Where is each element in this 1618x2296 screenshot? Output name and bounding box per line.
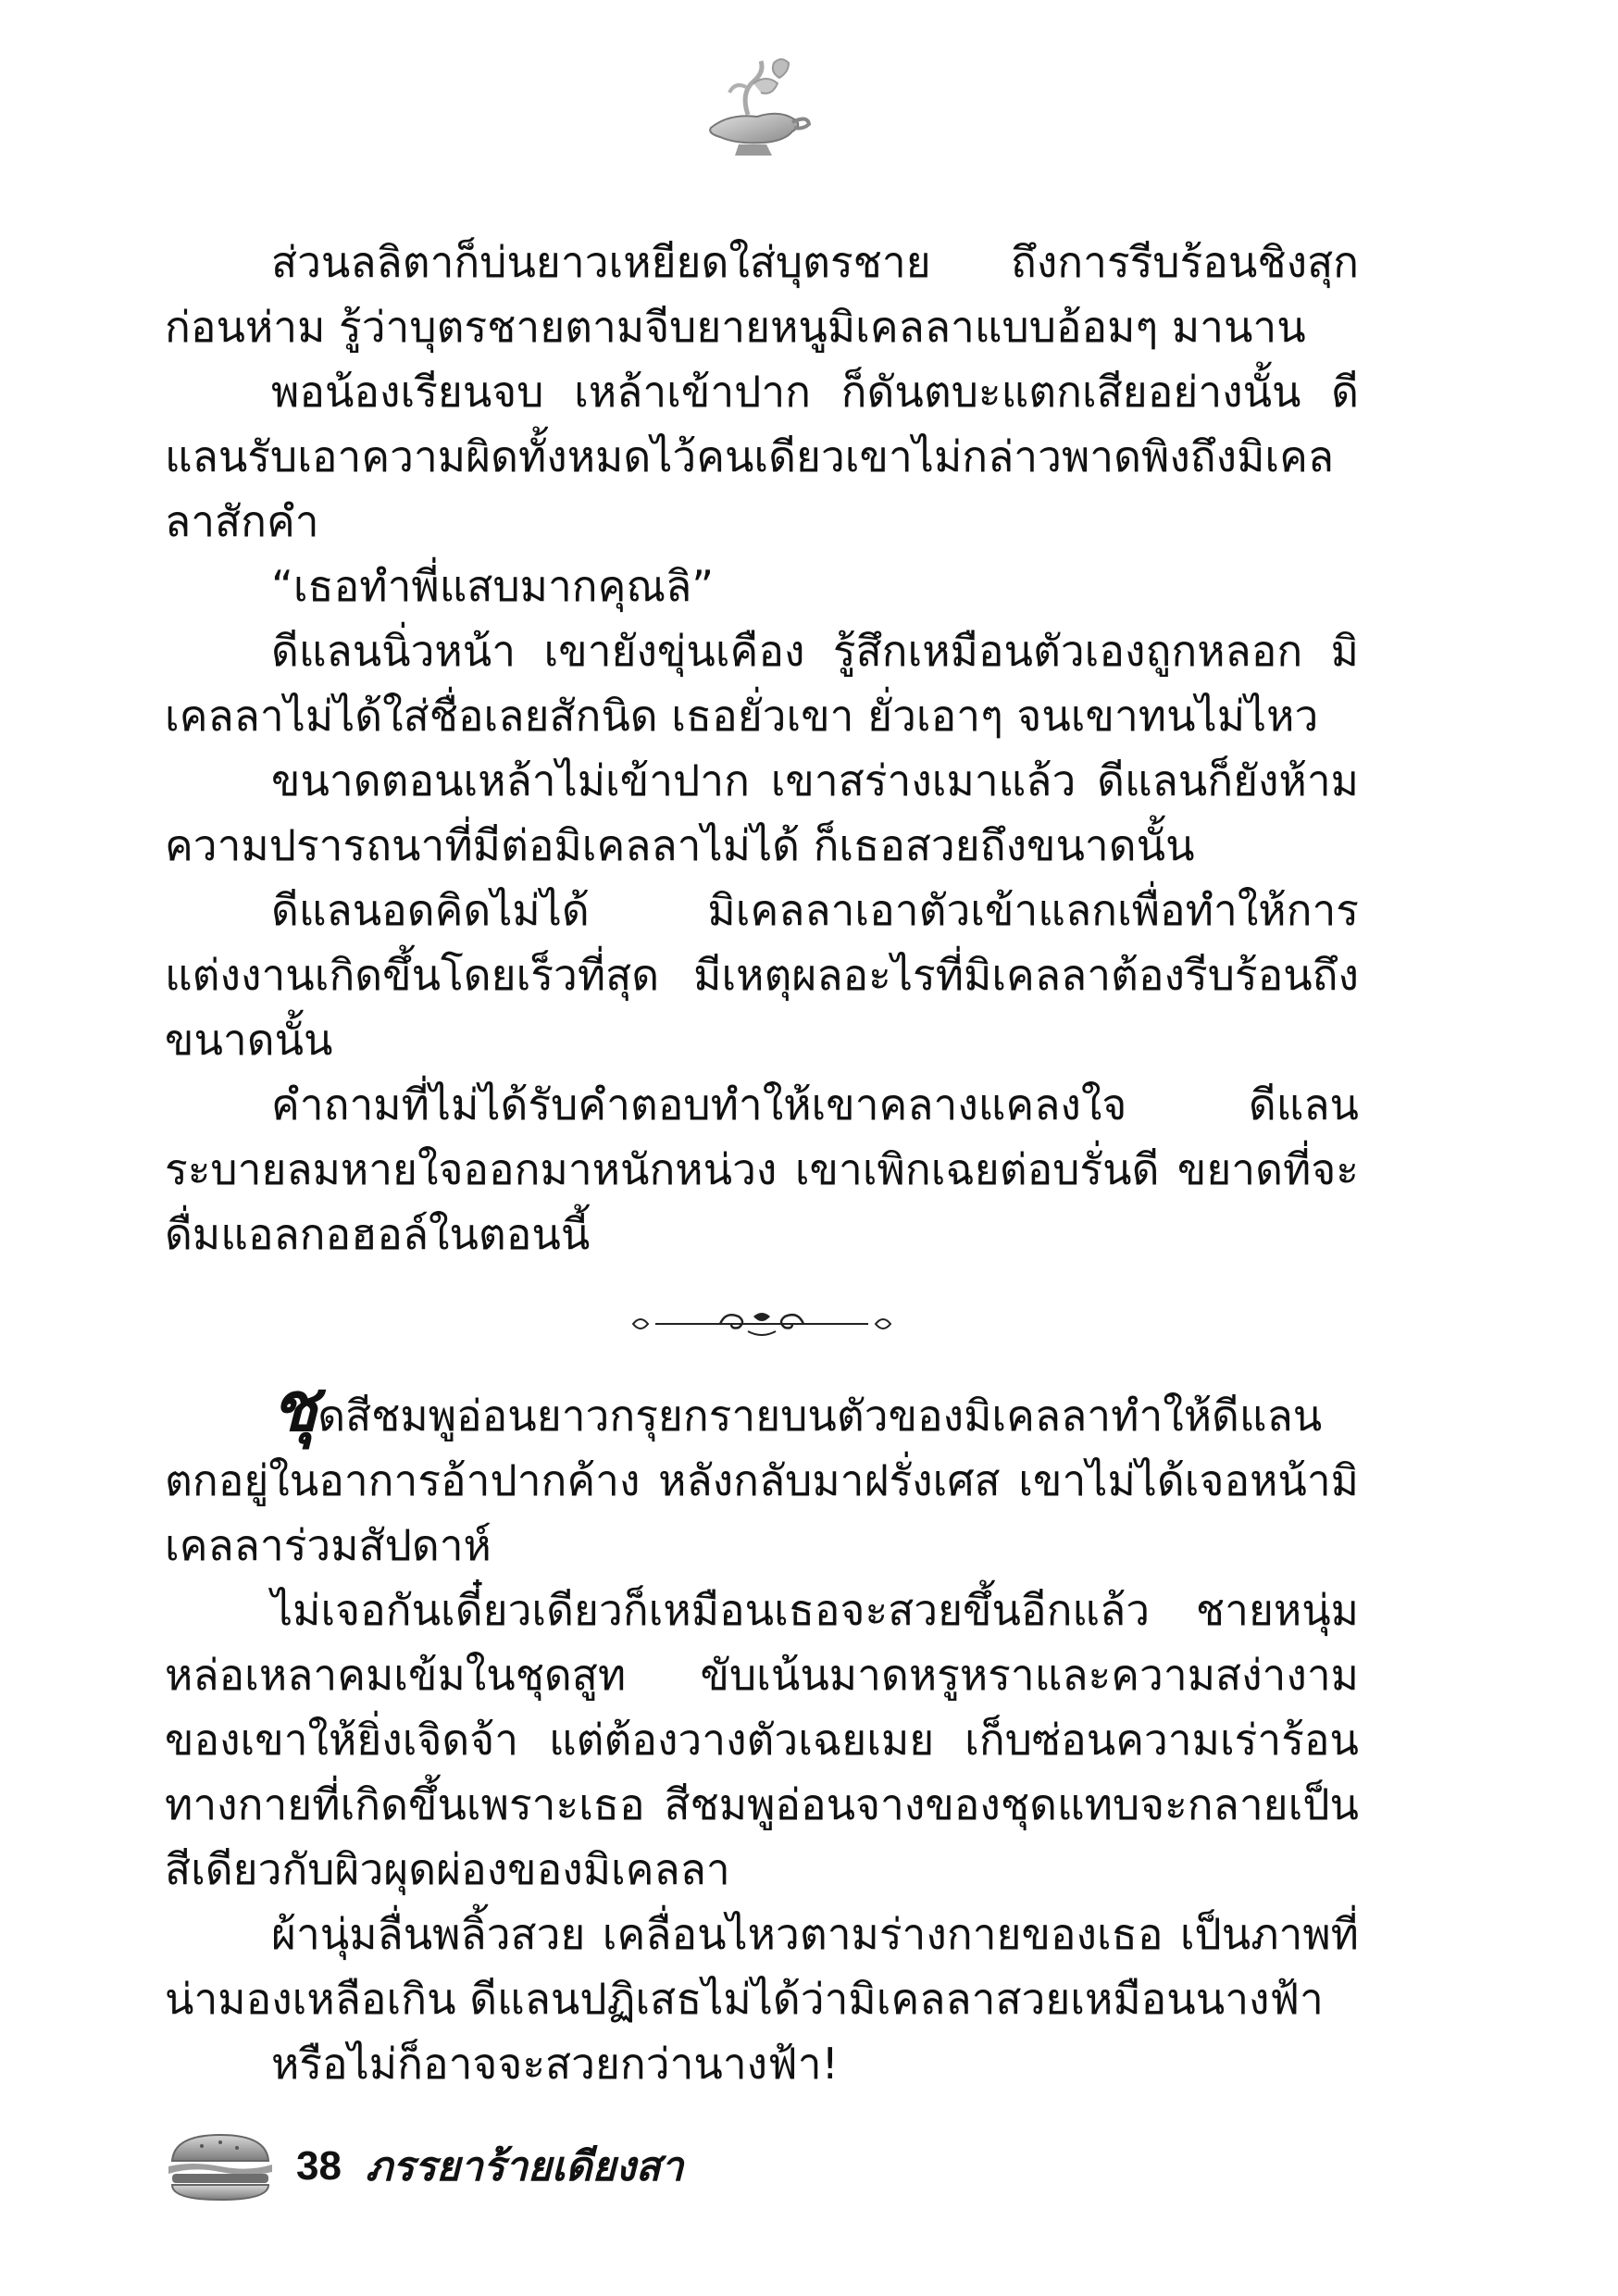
- paragraph: หรือไม่ก็อาจจะสวยกว่านางฟ้า!: [271, 2039, 839, 2089]
- dropcap-paragraph: [165, 1367, 1359, 1578]
- paragraph: ไม่เจอกันเดี๋ยวเดียวก็เหมือนเธอจะสวยขึ้นอีกแล้ว ชายหนุ่มหล่อเหลาคมเข้มในชุดสูท ขับเน้นมาดหรูหราและความสง่างามของเขาให้ยิ่งเจิดจ้า แต่ต้องวางตัวเฉยเมย เก็บซ่อนความเร่าร้อนทางกายที่เกิดขึ้นเพราะเธอ สีชมพูอ่อนจางของชุดแทบจะกลายเป็นสีเดียวกับผิวผุดผ่องของมิเคลลา: [165, 1585, 1359, 1894]
- page-footer: [165, 2129, 683, 2203]
- dropcap-letter: ชุ: [271, 1367, 318, 1447]
- paragraph: ขนาดตอนเหล้าไม่เข้าปาก เขาสร่างเมาแล้ว ดีแลนก็ยังห้ามความปรารถนาที่มีต่อมิเคลลาไม่ได้ ก็เธอสวยถึงขนาดนั้น: [165, 755, 1359, 870]
- paragraph: ดีแลนอดคิดไม่ได้ มิเคลลาเอาตัวเข้าแลกเพื่อทำให้การแต่งงานเกิดขึ้นโดยเร็วที่สุด มีเหตุผลอะไรที่มิเคลลาต้องรีบร้อนถึงขนาดนั้น: [165, 885, 1359, 1065]
- paragraph: “เธอทำพี่แสบมากคุณลิ”: [271, 561, 715, 611]
- dropcap-rest: ดสีชมพูอ่อนยาวกรุยกรายบนตัวของมิเคลลาทำให้ดีแลนตกอยู่ในอาการอ้าปากค้าง หลังกลับมาฝรั่งเศส เขาไม่ได้เจอหน้ามิเคลลาร่วมสัปดาห์: [165, 1391, 1359, 1570]
- page-number: 38: [296, 2143, 342, 2189]
- paragraph: ดีแลนนิ่วหน้า เขายังขุ่นเคือง รู้สึกเหมือนตัวเองถูกหลอก มิเคลลาไม่ได้ใส่ชื่อเลยสักนิด เธอยั่วเขา ยั่วเอาๆ จนเขาทนไม่ไหว: [165, 626, 1359, 741]
- genie-lamp-icon: [692, 56, 813, 167]
- book-title: ภรรยาร้ายเดียงสา: [365, 2143, 684, 2190]
- paragraph: คำถามที่ไม่ได้รับคำตอบทำให้เขาคลางแคลงใจ ดีแลนระบายลมหายใจออกมาหนักหน่วง เขาเพิกเฉยต่อบรั่นดี ขยาดที่จะดื่มแอลกอฮอล์ในตอนนี้: [165, 1079, 1359, 1259]
- body-text: [165, 230, 1359, 2096]
- paragraph: พอน้องเรียนจบ เหล้าเข้าปาก ก็ดันตบะแตกเสียอย่างนั้น ดีแลนรับเอาความผิดทั้งหมดไว้คนเดียวเขาไม่กล่าวพาดพิงถึงมิเคลลาสักคำ: [165, 367, 1359, 546]
- scroll-divider-icon: [628, 1304, 896, 1344]
- burger-icon: [165, 2129, 276, 2203]
- paragraph: ส่วนลลิตาก็บ่นยาวเหยียดใส่บุตรชาย ถึงการรีบร้อนชิงสุกก่อนห่าม รู้ว่าบุตรชายตามจีบยายหนูมิเคลลาแบบอ้อมๆ มานาน: [165, 237, 1359, 352]
- paragraph: ผ้านุ่มลื่นพลิ้วสวย เคลื่อนไหวตามร่างกายของเธอ เป็นภาพที่น่ามองเหลือเกิน ดีแลนปฏิเสธไม่ได้ว่ามิเคลลาสวยเหมือนนางฟ้า: [165, 1909, 1359, 2024]
